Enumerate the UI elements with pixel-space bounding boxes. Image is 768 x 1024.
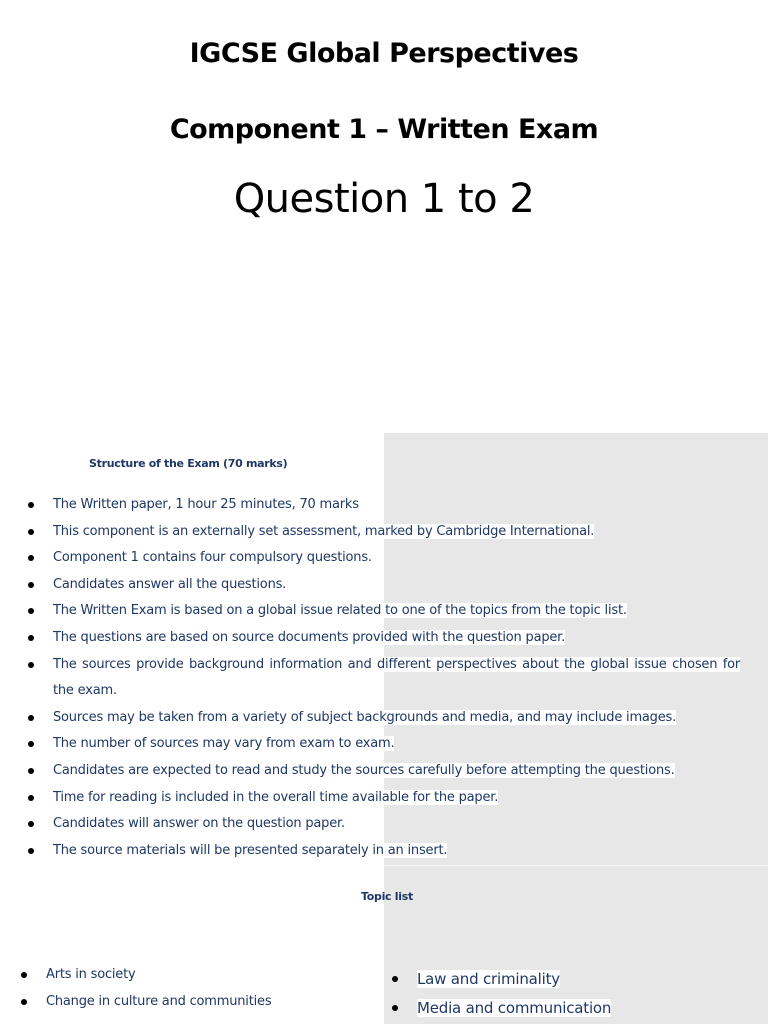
bullet-icon [28,608,34,614]
bullet-icon [28,555,34,561]
bullet-icon [28,635,34,641]
list-item-text: The questions are based on source documents provided with the question paper. [53,629,566,645]
structure-list [28,492,740,864]
topic-text: Media and communication [417,999,612,1017]
topic-text: Change in culture and communities [46,993,272,1009]
list-item [28,811,740,838]
list-item-text: The sources provide background information and different perspectives about the global issue chosen for the exam. [53,656,740,699]
topic-text: Arts in society [46,967,136,982]
list-item-text: Sources may be taken from a variety of subject backgrounds and media, and may include images. [53,709,677,725]
list-item [28,705,740,732]
topic-list-heading: Topic list [361,890,413,903]
list-item-text: This component is an externally set assessment, marked by Cambridge International. [53,523,595,539]
bullet-icon [28,821,34,827]
list-item-text: Candidates are expected to read and study the sources carefully before attempting the questions. [53,762,675,778]
bullet-icon [28,715,34,721]
list-item-text: The number of sources may vary from exam to exam. [53,736,395,752]
list-item [28,598,740,625]
document-title: IGCSE Global Perspectives [189,38,579,69]
list-item-text: The source materials will be presented separately in an insert. [53,842,448,858]
bullet-icon [392,1005,398,1011]
list-item [28,545,740,572]
list-item-text: The Written paper, 1 hour 25 minutes, 70 marks [53,497,359,512]
bullet-icon [28,741,34,747]
list-item [28,731,740,758]
list-item [28,519,740,546]
bullet-icon [28,502,34,508]
list-item [28,838,740,865]
list-item-text: Candidates answer all the questions. [53,576,287,592]
bullet-icon [28,848,34,854]
bullet-icon [28,795,34,801]
document-subtitle: Component 1 – Written Exam [169,114,599,145]
bullet-icon [28,529,34,535]
list-item [392,994,762,1023]
structure-heading: Structure of the Exam (70 marks) [89,457,288,470]
list-item [28,572,740,599]
bullet-icon [28,768,34,774]
section-divider [384,865,768,866]
list-item-text: Time for reading is included in the overall time available for the paper. [53,789,499,805]
list-item [28,492,740,519]
topic-list-right [392,965,762,1023]
bullet-icon [21,999,27,1005]
list-item [28,652,740,705]
topic-text: Law and criminality [417,970,560,988]
list-item [21,962,381,989]
list-item [392,965,762,994]
bullet-icon [28,662,34,668]
topic-list-left [21,962,381,1015]
list-item [21,989,381,1016]
list-item [28,625,740,652]
bullet-icon [392,976,398,982]
list-item [28,758,740,785]
list-item-text: Candidates will answer on the question paper. [53,816,345,832]
bullet-icon [21,972,27,978]
list-item [28,785,740,812]
list-item-text: The Written Exam is based on a global issue related to one of the topics from the topic list. [53,603,627,619]
question-range: Question 1 to 2 [233,176,535,222]
bullet-icon [28,582,34,588]
list-item-text: Component 1 contains four compulsory questions. [53,550,372,566]
